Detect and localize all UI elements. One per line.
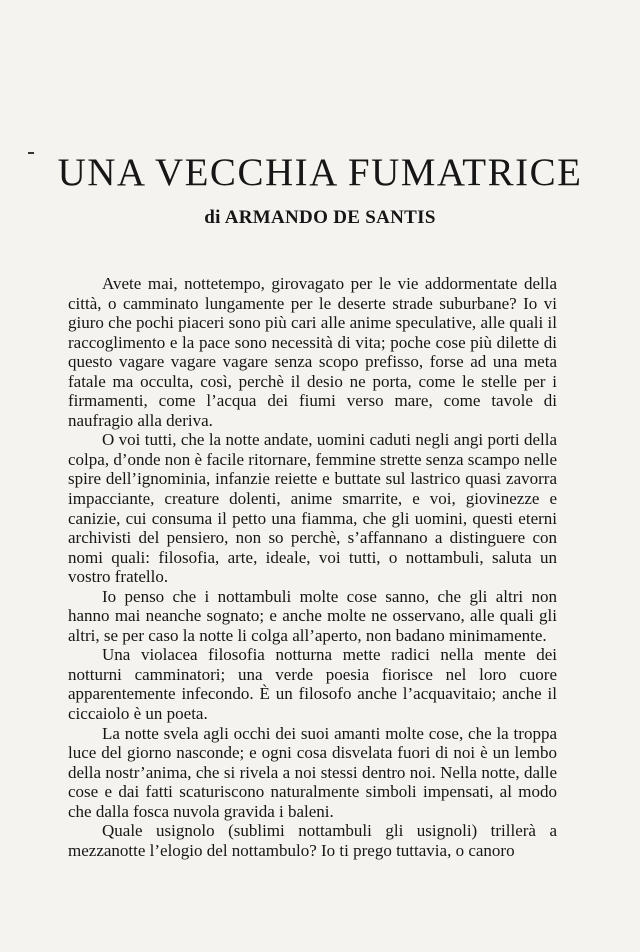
paragraph-4: Una violacea filosofia notturna mette radici nella mente dei notturni camminatori; una verde poesia fiorisce nel loro cuore apparentemente infecondo. È un filosofo anche l’acquavitaio; anche il ciccaiolo è un poeta. bbox=[68, 645, 557, 724]
article-body bbox=[68, 274, 557, 860]
article-title: UNA VECCHIA FUMATRICE bbox=[57, 151, 583, 194]
paragraph-5: La notte svela agli occhi dei suoi amanti molte cose, che la troppa luce del giorno nasconde; e ogni cosa disvelata fuori di noi è un lembo della nostr’anima, che si rivela a noi stessi dentro noi. Nella notte, dalle cose e dai fatti scaturiscono naturalmente simboli impensati, al modo che dalla fosca nuvola gravida i baleni. bbox=[68, 723, 557, 821]
paragraph-1: Avete mai, nottetempo, girovagato per le vie addormentate della città, o camminato lungamente per le deserte strade suburbane? Io vi giuro che pochi piaceri sono più cari alle anime speculative, alle quali il raccoglimento e la pace sono necessità di vita; poche cose più dilette di questo vagare vagare vagare senza scopo prefisso, forse ad una meta fatale ma occulta, così, perchè il desio ne porta, come le stelle per i firmamenti, come l’acqua dei fiumi verso mare, come tavole di naufragio alla deriva. bbox=[68, 274, 557, 430]
author-byline: di ARMANDO DE SANTIS bbox=[204, 207, 436, 228]
paragraph-2: O voi tutti, che la notte andate, uomini caduti negli angi porti della colpa, d’onde non è facile ritornare, femmine strette senza scampo nelle spire dell’ignominia, infanzie reiette e buttate sul lastrico quasi zavorra impacciante, creature dolenti, anime smarrite, e voi, giovinezze e canizie, cui consuma il petto una fiamma, che gli uomini, questi eterni archivisti del pensiero, non so perchè, s’affannano a distinguere con nomi quali: filosofia, arte, ideale, voi tutti, o nottambuli, saluta un vostro fratello. bbox=[68, 430, 558, 587]
paragraph-3: Io penso che i nottambuli molte cose sanno, che gli altri non hanno mai neanche sognato; e anche molte ne osservano, alle quali gli altri, se per caso la notte li colga all’aperto, non badano minimamente. bbox=[68, 586, 557, 645]
paragraph-6: Quale usignolo (sublimi nottambuli gli usignoli) trillerà a mezzanotte l’elogio del nottambulo? Io ti prego tuttavia, o canoro bbox=[68, 821, 557, 860]
